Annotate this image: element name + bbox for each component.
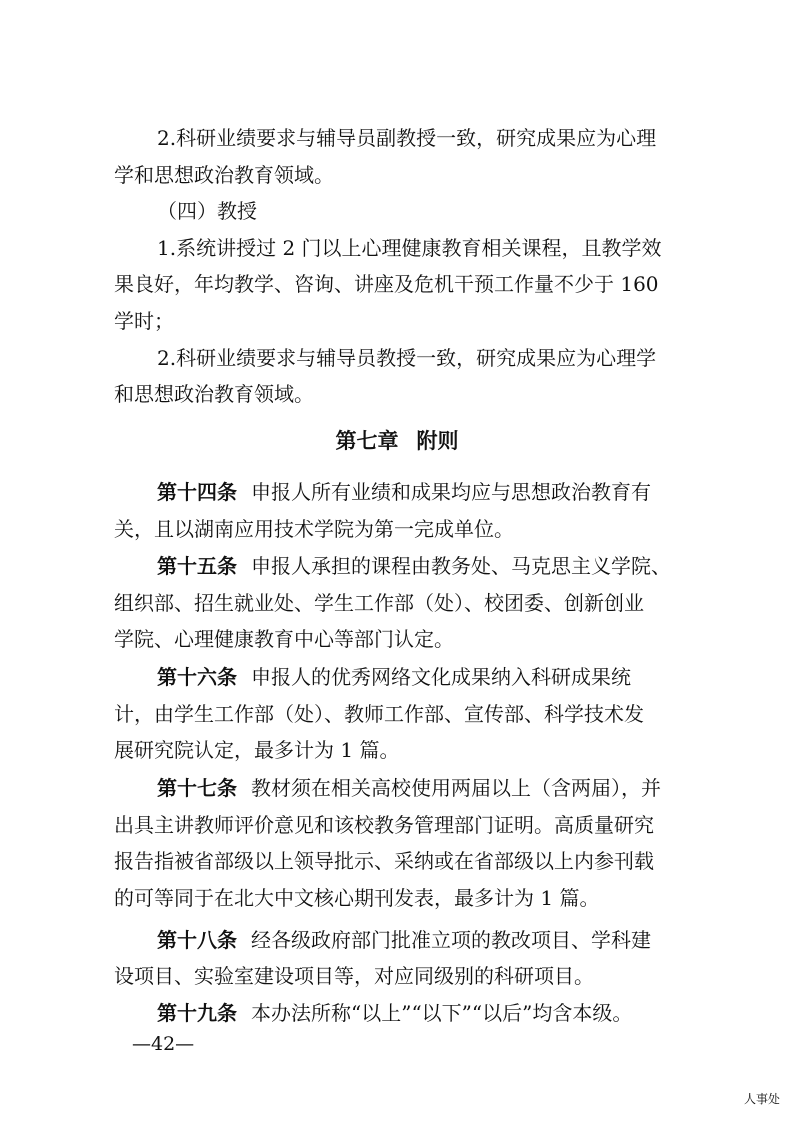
article-label: 第十八条 (157, 928, 237, 952)
paragraph-line: 学时； (114, 309, 174, 333)
paragraph-line: 计，由学生工作部（处）、教师工作部、宣传部、科学技术发 (114, 702, 644, 726)
paragraph-line: 组织部、招生就业处、学生工作部（处）、校团委、创新创业 (114, 591, 644, 615)
paragraph-line: 2.科研业绩要求与辅导员教授一致，研究成果应为心理学 (157, 346, 657, 370)
article-16 (157, 659, 680, 695)
paragraph-line: 学院、心理健康教育中心等部门认定。 (114, 627, 454, 651)
article-14 (157, 474, 680, 510)
paragraph-line: 和思想政治教育领域。 (114, 382, 314, 406)
article-19 (157, 995, 680, 1031)
article-label: 第十四条 (157, 480, 237, 504)
article-text: 申报人承担的课程由教务处、马克思主义学院、 (251, 554, 671, 578)
article-17 (157, 770, 680, 806)
paragraph-line: 报告指被省部级以上领导批示、采纳或在省部级以上内参刊载 (114, 849, 654, 873)
article-text: 教材须在相关高校使用两届以上（含两届），并 (251, 776, 661, 800)
article-label: 第十九条 (157, 1001, 237, 1025)
article-text: 申报人所有业绩和成果均应与思想政治教育有 (251, 480, 651, 504)
article-label: 第十六条 (157, 665, 237, 689)
chapter-title (0, 423, 794, 459)
paragraph-line: 果良好，年均教学、咨询、讲座及危机干预工作量不少于 160 (114, 272, 659, 296)
section-heading: （四）教授 (157, 199, 257, 223)
paragraph-line: 的可等同于在北大中文核心期刊发表，最多计为 1 篇。 (114, 886, 600, 910)
article-label: 第十五条 (157, 554, 237, 578)
page-number: —42— (132, 1033, 195, 1055)
paragraph-line: 出具主讲教师评价意见和该校教务管理部门证明。高质量研究 (114, 813, 654, 837)
paragraph-line: 展研究院认定，最多计为 1 篇。 (114, 738, 400, 762)
paragraph-line: 学和思想政治教育领域。 (114, 163, 334, 187)
paragraph-line: 设项目、实验室建设项目等，对应同级别的科研项目。 (114, 964, 594, 988)
article-18 (157, 922, 680, 958)
footer-department: 人事处 (743, 1092, 780, 1106)
chapter-number: 第七章 (335, 429, 399, 453)
article-15 (157, 548, 680, 584)
article-text: 本办法所称“以上”“以下”“以后”均含本级。 (251, 1001, 633, 1025)
article-label: 第十七条 (157, 776, 237, 800)
paragraph-line: 1.系统讲授过 2 门以上心理健康教育相关课程，且教学效 (157, 236, 662, 260)
paragraph-line: 2.科研业绩要求与辅导员副教授一致，研究成果应为心理 (157, 126, 657, 150)
article-text: 申报人的优秀网络文化成果纳入科研成果统 (251, 665, 631, 689)
chapter-name: 附则 (416, 429, 459, 453)
paragraph-line: 关，且以湖南应用技术学院为第一完成单位。 (114, 517, 514, 541)
article-text: 经各级政府部门批准立项的教改项目、学科建 (251, 928, 651, 952)
